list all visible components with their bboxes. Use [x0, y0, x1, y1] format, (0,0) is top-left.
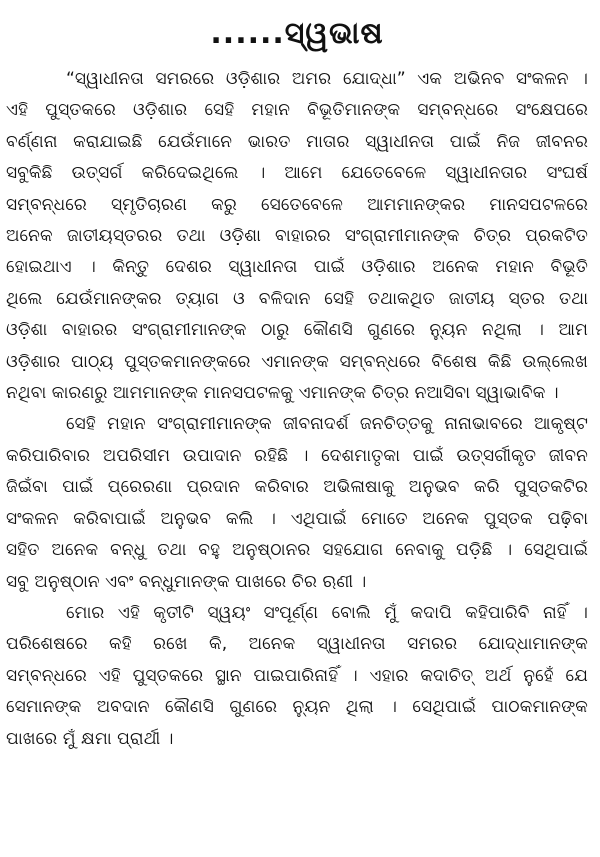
- text-line: ଓଡ଼ିଶା ବାହାରର ସଂଗ୍ରାମୀମାନଙ୍କ ଠାରୁ କୌଣସି ଗୁଣରେ ନ୍ୟୁନ ନଥିଲା । ଆମ: [6, 320, 588, 341]
- text-line: ଅନେକ ଜାତୀୟସ୍ତରର ତଥା ଓଡ଼ିଶା ବାହାରର ସଂଗ୍ରାମୀମାନଙ୍କ ଚିତ୍ର ପ୍ରକଟିତ: [6, 226, 588, 247]
- text-line: ଏହି ପୁସ୍ତକରେ ଓଡ଼ିଶାର ସେହି ମହାନ ବିଭୂତିମାନଙ୍କ ସମ୍ବନ୍ଧରେ ସଂକ୍ଷେପରେ: [6, 100, 588, 121]
- page-title: ......ସ୍ୱଭାଷ: [210, 16, 384, 51]
- text-line: ଥିଲେ ଯେଉଁମାନଙ୍କର ତ୍ୟାଗ ଓ ବଳିଦାନ ସେହି ତଥାକଥିତ ଜାତୀୟ ସ୍ତର ତଥା: [6, 288, 588, 309]
- text-line: ମୋର ଏହି କୃତୀଟି ସ୍ୱୟଂ ସଂପୂର୍ଣ୍ଣ ବୋଲି ମୁଁ କଦାପି କହିପାରିବି ନାହିଁ ।: [66, 602, 588, 623]
- text-line: ଜିଇଁବା ପାଇଁ ପ୍ରେରଣା ପ୍ରଦାନ କରିବାର ଅଭିଳାଷାକୁ ଅନୁଭବ କରି ପୁସ୍ତକଟିର: [6, 477, 588, 498]
- text-line: କରିପାରିବାର ଅପରିସୀମ ଉପାଦାନ ରହିଛି । ଦେଶମାତୃକା ପାଇଁ ଉତ୍ସର୍ଗୀକୃତ ଜୀବନ: [6, 445, 588, 466]
- text-line: ସବୁକିଛି ଉତ୍ସର୍ଗ କରିଦେଇଥିଲେ । ଆମେ ଯେତେବେଳେ ସ୍ୱାଧୀନତାର ସଂଘର୍ଷ: [6, 163, 588, 184]
- text-line: “ସ୍ୱାଧୀନତା ସମରରେ ଓଡ଼ିଶାର ଅମର ଯୋଦ୍ଧା” ଏକ ଅଭିନବ ସଂକଳନ ।: [66, 69, 588, 89]
- paragraph-2: [6, 409, 588, 597]
- text-line: ଓଡ଼ିଶାର ପାଠ୍ୟ ପୁସ୍ତକମାନଙ୍କରେ ଏମାନଙ୍କ ସମ୍ବନ୍ଧରେ ବିଶେଷ କିଛି ଉଲ୍ଲେଖ: [6, 351, 588, 372]
- text-line: ସବୁ ଅନୁଷ୍ଠାନ ଏବଂ ବନ୍ଧୁମାନଙ୍କ ପାଖରେ ଚିର ଋଣୀ ।: [6, 571, 367, 592]
- text-line: ବର୍ଣ୍ଣନା କରାଯାଇଛି ଯେଉଁମାନେ ଭାରତ ମାତାର ସ୍ୱାଧୀନତା ପାଇଁ ନିଜ ଜୀବନର: [6, 131, 588, 152]
- text-line: ସେହି ମହାନ ସଂଗ୍ରାମୀମାନଙ୍କ ଜୀବନାଦର୍ଶ ଜନଚିତ୍ତକୁ ନାନାଭାବରେ ଆକୃଷ୍ଟ: [66, 414, 588, 435]
- text-line: ସଂକଳନ କରିବାପାଇଁ ଅନୁଭବ କଲି । ଏଥିପାଇଁ ମୋତେ ଅନେକ ପୁସ୍ତକ ପଢ଼ିବା: [6, 508, 588, 529]
- text-line: ନଥିବା କାରଣରୁ ଆମମାନଙ୍କ ମାନସପଟଳକୁ ଏମାନଙ୍କ ଚିତ୍ର ନଆସିବା ସ୍ୱାଭାବିକ ।: [6, 383, 559, 404]
- paragraph-3: [6, 598, 588, 755]
- text-line: ପରିଶେଷରେ କହି ରଖେ କି, ଅନେକ ସ୍ୱାଧୀନତା ସମରର ଯୋଦ୍ଧାମାନଙ୍କ: [6, 634, 588, 655]
- paragraph-1: [6, 64, 588, 409]
- text-line: ସମ୍ବନ୍ଧରେ ଏହି ପୁସ୍ତକରେ ସ୍ଥାନ ପାଇପାରିନାହିଁ । ଏହାର କଦାଚିତ୍ ଅର୍ଥ ନୁହେଁ ଯେ: [6, 665, 588, 686]
- text-line: ସହିତ ଅନେକ ବନ୍ଧୁ ତଥା ବହୁ ଅନୁଷ୍ଠାନର ସହଯୋଗ ନେବାକୁ ପଡ଼ିଛି । ସେଥିପାଇଁ: [6, 540, 588, 561]
- text-line: ସମ୍ବନ୍ଧରେ ସ୍ମୃତିଚାରଣ କରୁ ସେତେବେଳେ ଆମମାନଙ୍କର ମାନସପଟଳରେ: [6, 194, 588, 215]
- text-line: ପାଖରେ ମୁଁ କ୍ଷମା ପ୍ରାର୍ଥୀ ।: [6, 728, 174, 749]
- text-line: ହୋଇଥାଏ । କିନ୍ତୁ ଦେଶର ସ୍ୱାଧୀନତା ପାଇଁ ଓଡ଼ିଶାର ଅନେକ ମହାନ ବିଭୂତି: [6, 257, 588, 278]
- text-line: ସେମାନଙ୍କ ଅବଦାନ କୌଣସି ଗୁଣରେ ନ୍ୟୁନ ଥିଲା । ସେଥିପାଇଁ ପାଠକମାନଙ୍କ: [6, 697, 588, 718]
